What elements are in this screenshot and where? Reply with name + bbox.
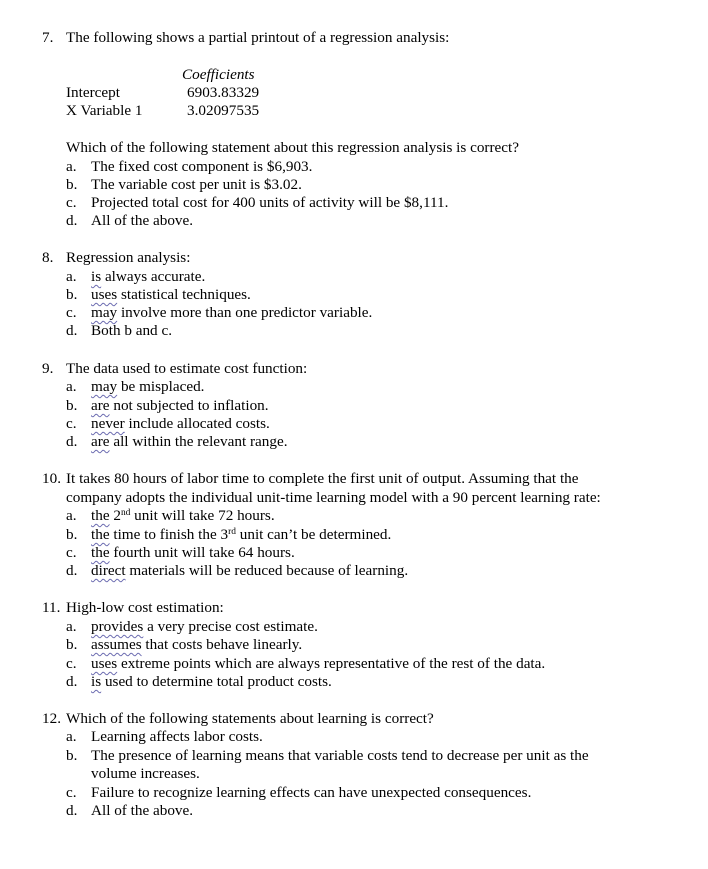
- spellcheck-word: may: [91, 378, 118, 395]
- question-stem-line-2: company adopts the individual unit-time learning model with a 90 percent learning rate:: [66, 489, 601, 506]
- spellcheck-word: is: [91, 673, 102, 690]
- option-letter: d.: [66, 322, 78, 339]
- option-letter: a.: [66, 378, 77, 395]
- option-a: [66, 158, 77, 176]
- option-text: The variable cost per unit is $3.02.: [91, 176, 302, 193]
- option-text: [91, 655, 545, 673]
- option-rest: unit will take 72 hours.: [130, 507, 275, 524]
- option-text: Failure to recognize learning effects can have unexpected consequences.: [91, 784, 532, 801]
- option-text: The fixed cost component is $6,903.: [91, 158, 313, 175]
- option-letter: b.: [66, 636, 78, 653]
- option-text: [91, 526, 391, 544]
- ordinal-superscript: nd: [120, 507, 131, 518]
- option-letter: c.: [66, 544, 77, 561]
- question-number: 11.: [42, 599, 61, 616]
- option-letter: b.: [66, 397, 78, 414]
- question-number: 7.: [42, 29, 54, 46]
- spellcheck-word: is: [91, 268, 102, 285]
- option-letter: b.: [66, 176, 78, 193]
- option-text: [91, 507, 275, 525]
- option-text: [91, 378, 204, 396]
- option-text: [91, 268, 205, 286]
- table-row-label: Intercept: [66, 84, 120, 101]
- question-stem: Regression analysis:: [66, 249, 191, 266]
- option-letter: d.: [66, 802, 78, 819]
- option-rest: unit can’t be determined.: [235, 526, 392, 543]
- spellcheck-word: assumes: [91, 636, 142, 653]
- option-letter: a.: [66, 618, 77, 635]
- spellcheck-word: are: [91, 433, 110, 450]
- option-letter: b.: [66, 526, 78, 543]
- option-rest: that costs behave linearly.: [141, 636, 303, 653]
- option-letter: c.: [66, 304, 77, 321]
- question-number: 12.: [42, 710, 61, 727]
- option-rest: a very precise cost estimate.: [143, 618, 318, 635]
- option-letter: c.: [66, 655, 77, 672]
- option-rest: not subjected to inflation.: [109, 397, 269, 414]
- option-letter: a.: [66, 507, 77, 524]
- option-letter: a.: [66, 158, 77, 175]
- question-stem: Which of the following statements about learning is correct?: [66, 710, 434, 727]
- option-letter: b.: [66, 747, 78, 764]
- option-text-continued: volume increases.: [91, 765, 200, 782]
- option-text: Both b and c.: [91, 322, 172, 339]
- option-text: [91, 415, 270, 433]
- spellcheck-word: the: [91, 507, 110, 524]
- option-letter: d.: [66, 433, 78, 450]
- option-text: [91, 544, 295, 562]
- option-text: The presence of learning means that variable costs tend to decrease per unit as the: [91, 747, 589, 764]
- ordinal-superscript: rd: [228, 526, 236, 537]
- question-stem: High-low cost estimation:: [66, 599, 224, 616]
- option-rest: fourth unit will take 64 hours.: [109, 544, 295, 561]
- option-letter: d.: [66, 673, 78, 690]
- option-letter: d.: [66, 562, 78, 579]
- table-row-value: 6903.83329: [187, 84, 260, 101]
- table-row-label: X Variable 1: [66, 102, 143, 119]
- option-rest: include allocated costs.: [124, 415, 270, 432]
- table-row-value: 3.02097535: [187, 102, 260, 119]
- option-text: [91, 397, 269, 415]
- option-letter: d.: [66, 212, 78, 229]
- option-rest: extreme points which are always representative of the rest of the data.: [117, 655, 546, 672]
- option-letter: c.: [66, 784, 77, 801]
- option-pre: time to finish the 3: [109, 526, 229, 543]
- option-text: [91, 673, 332, 691]
- question-prompt: Which of the following statement about this regression analysis is correct?: [66, 139, 519, 156]
- option-letter: a.: [66, 728, 77, 745]
- spellcheck-word: provides: [91, 618, 144, 635]
- option-letter: c.: [66, 194, 77, 211]
- spellcheck-word: the: [91, 544, 110, 561]
- option-text: [91, 286, 251, 304]
- option-text: [91, 304, 372, 322]
- spellcheck-word: the: [91, 526, 110, 543]
- option-rest: materials will be reduced because of learning.: [125, 562, 409, 579]
- option-text: All of the above.: [91, 802, 194, 819]
- spellcheck-word: are: [91, 397, 110, 414]
- option-letter: b.: [66, 286, 78, 303]
- option-rest: all within the relevant range.: [109, 433, 288, 450]
- option-rest: statistical techniques.: [117, 286, 251, 303]
- option-text: All of the above.: [91, 212, 194, 229]
- option-rest: always accurate.: [101, 268, 206, 285]
- spellcheck-word: uses: [91, 286, 118, 303]
- question-number: 8.: [42, 249, 54, 266]
- question-stem: The data used to estimate cost function:: [66, 360, 308, 377]
- option-rest: involve more than one predictor variable.: [117, 304, 373, 321]
- option-text: Learning affects labor costs.: [91, 728, 263, 745]
- spellcheck-word: uses: [91, 655, 118, 672]
- spellcheck-word: direct: [91, 562, 126, 579]
- option-text: Projected total cost for 400 units of activity will be $8,111.: [91, 194, 449, 211]
- option-text: [91, 636, 302, 654]
- option-text: [91, 433, 288, 451]
- option-letter: c.: [66, 415, 77, 432]
- option-text: [91, 562, 408, 580]
- question-stem-line-1: It takes 80 hours of labor time to complete the first unit of output. Assuming that the: [66, 470, 579, 487]
- question-number: 10.: [42, 470, 61, 487]
- option-rest: be misplaced.: [117, 378, 205, 395]
- option-pre: 2: [109, 507, 121, 524]
- option-text: [91, 618, 318, 636]
- option-rest: used to determine total product costs.: [101, 673, 332, 690]
- coefficients-header: Coefficients: [182, 66, 255, 83]
- question-number: 9.: [42, 360, 54, 377]
- question-stem: The following shows a partial printout of a regression analysis:: [66, 29, 450, 46]
- option-letter: a.: [66, 268, 77, 285]
- spellcheck-word: may: [91, 304, 118, 321]
- spellcheck-word: never: [91, 415, 125, 432]
